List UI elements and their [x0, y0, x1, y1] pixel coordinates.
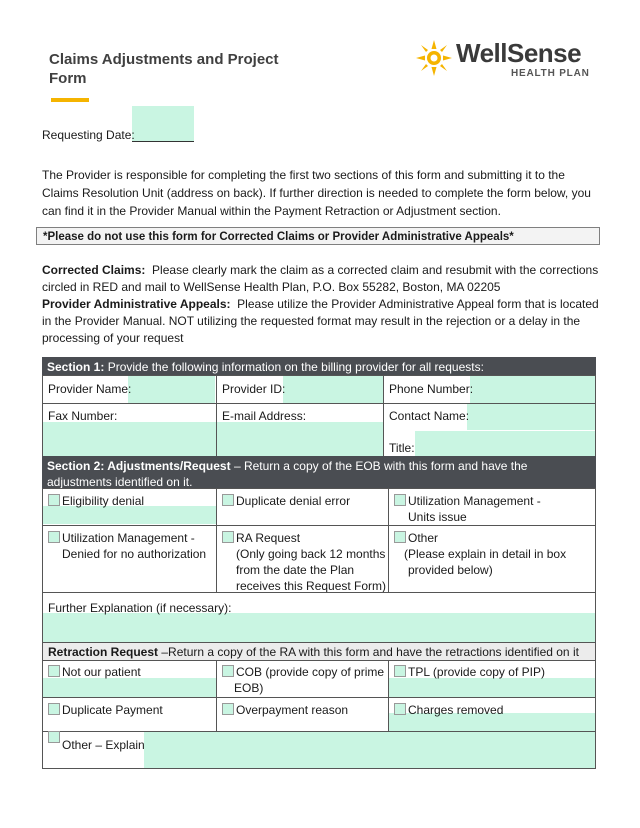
phone-label: Phone Number: — [389, 382, 474, 396]
other-label-1: Other — [408, 531, 439, 545]
um-units-option — [394, 493, 541, 525]
wellsense-logo — [416, 38, 596, 80]
other-explain-option — [48, 730, 62, 746]
other-label-3: provided below) — [408, 563, 493, 577]
appeals-text: Please utilize the Provider Administrative Appeal form that is located in the Provider Manual. NOT utilizing the requested format may result in the rejection or a delay in the processing of your request — [42, 297, 599, 345]
cob-checkbox[interactable] — [222, 665, 234, 677]
provider-name-input[interactable] — [128, 376, 215, 403]
duplicate-denial-option — [222, 493, 350, 509]
not-patient-checkbox[interactable] — [48, 665, 60, 677]
duplicate-denial-checkbox[interactable] — [222, 494, 234, 506]
fax-label: Fax Number: — [48, 409, 118, 423]
logo-subtitle: HEALTH PLAN — [511, 68, 590, 79]
contact-name-input[interactable] — [467, 404, 595, 430]
um-units-label-2: Units issue — [408, 510, 467, 524]
eligibility-checkbox[interactable] — [48, 494, 60, 506]
other-explain-checkbox[interactable] — [48, 731, 60, 743]
section2-text: – Return a copy of the EOB with this form and have the adjustments identified on it. — [47, 459, 528, 489]
overpayment-option — [222, 702, 348, 718]
duplicate-payment-checkbox[interactable] — [48, 703, 60, 715]
um-units-label-1: Utilization Management - — [408, 494, 541, 508]
duplicate-payment-option — [48, 702, 163, 718]
other-checkbox[interactable] — [394, 531, 406, 543]
other-label-2: (Please explain in detail in box — [404, 547, 567, 561]
section2-header — [42, 456, 596, 489]
title-underline — [51, 98, 89, 102]
section2-label: Section 2: Adjustments/Request — [47, 459, 231, 473]
appeals-paragraph — [42, 296, 602, 347]
section1-text: Provide the following information on the billing provider for all requests: — [107, 360, 484, 374]
further-explanation-label: Further Explanation (if necessary): — [48, 601, 232, 615]
contact-name-label: Contact Name: — [389, 409, 470, 423]
cob-option — [222, 664, 384, 696]
form-title: Claims Adjustments and Project Form — [49, 51, 279, 87]
requesting-date-input[interactable] — [132, 106, 194, 142]
overpayment-label: Overpayment reason — [236, 703, 349, 717]
eligibility-option — [48, 493, 144, 509]
other-option — [394, 530, 566, 578]
um-denied-option — [48, 530, 206, 562]
um-denied-checkbox[interactable] — [48, 531, 60, 543]
ra-request-label-1: RA Request — [236, 531, 301, 545]
section1-header — [42, 357, 596, 375]
retraction-label: Retraction Request — [48, 645, 159, 659]
ra-request-label-3: from the date the Plan — [236, 563, 355, 577]
charges-removed-checkbox[interactable] — [394, 703, 406, 715]
eligibility-label: Eligibility denial — [62, 494, 145, 508]
not-patient-fill — [43, 678, 216, 697]
provider-name-label: Provider Name: — [48, 382, 132, 396]
retraction-text: –Return a copy of the RA with this form and have the retractions identified on it — [161, 645, 579, 659]
retraction-header — [42, 642, 596, 661]
cob-label-2: EOB) — [234, 681, 264, 695]
provider-id-input[interactable] — [283, 376, 383, 403]
tpl-label: TPL (provide copy of PIP) — [408, 665, 545, 679]
further-explanation-input[interactable] — [43, 613, 595, 642]
corrected-claims-paragraph — [42, 262, 602, 296]
duplicate-payment-label: Duplicate Payment — [62, 703, 163, 717]
appeals-label: Provider Administrative Appeals: — [42, 297, 231, 311]
charges-removed-option — [394, 702, 503, 718]
tpl-option — [394, 664, 545, 680]
other-explain-label: Other – Explain — [62, 738, 145, 752]
provider-id-label: Provider ID: — [222, 382, 286, 396]
section1-label: Section 1: — [47, 360, 105, 374]
um-units-checkbox[interactable] — [394, 494, 406, 506]
corrected-claims-text: Please clearly mark the claim as a corrected claim and resubmit with the corrections circled in RED and mail to WellSense Health Plan, P.O. Box 55282, Boston, MA 02205 — [42, 263, 599, 294]
ra-request-label-4: receives this Request Form) — [236, 579, 387, 593]
phone-input[interactable] — [470, 376, 595, 403]
intro-paragraph: The Provider is responsible for completing the first two sections of this form and submitting it to the Claims Resolution Unit (address on back). If further direction is needed to complete the form below, you can find it in the Provider Manual within the Payment Retraction or Adjustment section. — [42, 168, 591, 218]
corrected-claims-label: Corrected Claims: — [42, 263, 146, 277]
duplicate-denial-label: Duplicate denial error — [236, 494, 351, 508]
title-input[interactable] — [415, 431, 595, 456]
email-input[interactable] — [217, 422, 383, 456]
charges-removed-label: Charges removed — [408, 703, 504, 717]
ra-request-checkbox[interactable] — [222, 531, 234, 543]
email-label: E-mail Address: — [222, 409, 307, 423]
other-explain-input[interactable] — [144, 732, 595, 768]
overpayment-checkbox[interactable] — [222, 703, 234, 715]
not-patient-option — [48, 664, 141, 680]
um-denied-label-2: Denied for no authorization — [62, 547, 207, 561]
title-label: Title: — [389, 441, 415, 455]
notice-banner: *Please do not use this form for Corrected Claims or Provider Administrative Appeals* — [36, 227, 600, 245]
sun-logo-icon — [416, 40, 452, 76]
tpl-checkbox[interactable] — [394, 665, 406, 677]
um-denied-label-1: Utilization Management - — [62, 531, 195, 545]
ra-request-option — [222, 530, 386, 594]
logo-name: WellSense — [456, 38, 582, 68]
cob-label-1: COB (provide copy of prime — [236, 665, 385, 679]
tpl-fill — [389, 678, 595, 697]
requesting-date-label: Requesting Date: — [42, 128, 135, 142]
ra-request-label-2: (Only going back 12 months — [236, 547, 386, 561]
fax-input[interactable] — [43, 422, 216, 456]
not-patient-label: Not our patient — [62, 665, 141, 679]
